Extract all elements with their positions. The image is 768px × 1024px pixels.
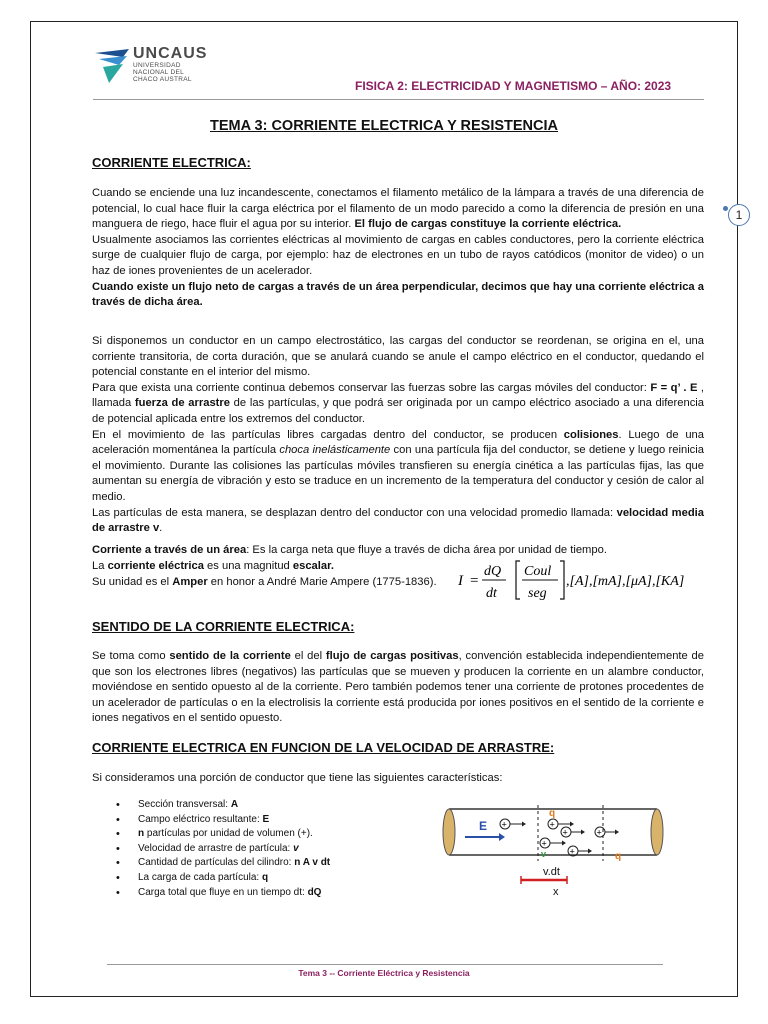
footer-divider — [107, 964, 663, 965]
label-q-bottom: q — [615, 851, 622, 862]
charge-particle — [561, 827, 585, 838]
svg-text:+: + — [549, 819, 555, 830]
paragraph-porcion: Si consideramos una porción de conductor que tiene las siguientes características: — [92, 772, 503, 784]
formula-unit-den: seg — [528, 586, 547, 601]
label-x: x — [553, 886, 559, 898]
text: Se toma como — [92, 650, 170, 662]
text-italic: choca inelásticamente — [279, 444, 391, 457]
formula-num: dQ — [484, 564, 502, 579]
text-bold: colisiones — [563, 428, 619, 441]
list-item: • n partículas por unidad de volumen (+). — [116, 827, 330, 842]
text: de las partículas, y que podrá ser originada por un campo eléctrico asociado a una diferencia de potencial aplicada entre los extremos del conductor. — [92, 397, 705, 425]
text: En el movimiento de las partículas libres cargadas dentro del conductor, se producen — [92, 428, 564, 441]
formula-den: dt — [486, 586, 497, 601]
svg-text:+: + — [596, 827, 602, 838]
text-bold: F = q’ . E — [650, 381, 698, 394]
text-bold: sentido de la corriente — [169, 650, 291, 662]
label-E: E — [479, 819, 488, 833]
text: Si disponemos un conductor en un campo electrostático, las cargas del conductor se reordenan, se origina en el, una corriente transitoria, de corta duración, que se anulará cuando se anule el campo eléctrico en el conductor, quedando el potencial constante en el interior del mismo. — [92, 335, 704, 379]
text: Las partículas de esta manera, se desplazan dentro del conductor con una velocidad promedio llamada: — [92, 506, 617, 519]
list-item: • Campo eléctrico resultante: E — [116, 813, 330, 828]
text: . Luego de una aceleración momentánea la partícula — [92, 428, 704, 457]
label-v: v — [541, 849, 547, 859]
svg-text:+: + — [501, 819, 507, 830]
svg-text:+: + — [541, 838, 547, 849]
logo-name: UNCAUS — [133, 45, 208, 62]
section-heading-sentido: SENTIDO DE LA CORRIENTE ELECTRICA: — [92, 619, 355, 634]
text: con una partícula fija del conductor, se detiene y luego reinicia el movimiento. Durante las colisiones las partículas móviles transfieren su energía cinética a las partículas fijas, las que aumentan su energía de vibración y esto se traduce en un incremento de la temperatura del conductor y cesión de calor al medio. — [92, 444, 704, 503]
charge-particle — [500, 819, 526, 830]
text: Cuando se enciende una luz incandescente, conectamos el filamento metálico de la lámpara a través de una diferencia de potencial, lo cual hace fluir la carga eléctrica por el filamento de un modo parecido a como la diferencia de presión en una manguera de riego, hace fluir el agua por su interior. — [92, 187, 704, 231]
charge-particle — [548, 819, 574, 830]
paragraph-conductor — [92, 334, 704, 537]
section-heading-corriente: CORRIENTE ELECTRICA: — [92, 155, 251, 170]
text-bold: Cuando existe un flujo neto de cargas a través de un área perpendicular, decimos que hay una corriente eléctrica a través de dicha área. — [92, 280, 704, 309]
formula-lhs: I — [458, 573, 463, 589]
text-bold: El flujo de cargas constituye la corriente eléctrica. — [354, 218, 622, 231]
section-heading-velocidad: CORRIENTE ELECTRICA EN FUNCION DE LA VELOCIDAD DE ARRASTRE: — [92, 740, 555, 755]
text: Usualmente asociamos las corrientes eléctricas al movimiento de cargas en cables conductores, pero la corriente eléctrica surge de cualquier flujo de carga, por ejemplo: haz de electrones en un tubo de rayos catódicos (monitor de video) o un haz de iones provenientes de un acelerador. — [92, 233, 704, 277]
formula-unit-num: Coul — [524, 564, 552, 579]
svg-text:+: + — [569, 846, 575, 857]
header-divider — [93, 99, 704, 100]
page-footer: Tema 3 -- Corriente Eléctrica y Resistencia — [298, 968, 470, 978]
text-bold: velocidad media de arrastre v — [92, 506, 704, 535]
formula-units-rest: ,[A],[mA],[μA],[KA] — [566, 574, 685, 589]
text-bold: flujo de cargas positivas — [325, 650, 459, 662]
text-bold: corriente eléctrica — [107, 560, 204, 572]
charge-particle — [595, 827, 619, 838]
list-item: • La carga de cada partícula: q — [116, 871, 330, 886]
list-item: • Cantidad de partículas del cilindro: n A v dt — [116, 856, 330, 871]
text: . — [159, 522, 163, 535]
text: Su unidad es el — [92, 575, 173, 588]
svg-text:+: + — [562, 827, 568, 838]
uncaus-logo — [93, 45, 223, 93]
text: el del — [290, 650, 326, 662]
label-vdt: v.dt — [543, 866, 560, 878]
page-marker-dot — [723, 206, 728, 211]
text: , llamada — [92, 381, 704, 410]
formula-eq: = — [470, 573, 479, 589]
page-title: TEMA 3: CORRIENTE ELECTRICA Y RESISTENCIA — [209, 118, 559, 134]
text: , convención establecida independientemente de que son los electrones libres (negativos) las partículas que se mueven y producen la corriente en un alambre conductor, moviéndose en sentido opuesto al de la corriente. Pero también podemos tener una corriente de protones procedentes de un acelerador de partículas o en la electrolisis la corriente está producida por iones positivos en el sentido de la corriente e iones negativos en el sentido opuesto. — [92, 650, 704, 725]
label-q-top: q — [549, 808, 556, 819]
tube-right-end — [651, 809, 663, 855]
text-bold: Corriente a través de un área — [92, 544, 247, 556]
tube-left-end — [443, 809, 455, 855]
characteristics-list — [116, 798, 330, 900]
text-bold: Amper — [172, 575, 208, 588]
list-item: • Velocidad de arrastre de partícula: v — [116, 842, 330, 857]
logo-subtitle: UNIVERSIDAD NACIONAL DEL CHACO AUSTRAL — [133, 62, 192, 83]
logo-mark-icon — [93, 47, 133, 87]
charge-particle — [540, 838, 566, 849]
text-bold: fuerza de arrastre — [134, 397, 230, 410]
current-formula — [456, 557, 696, 605]
text: La — [92, 560, 108, 572]
text: es una magnitud — [203, 560, 293, 572]
course-header: FISICA 2: ELECTRICIDAD Y MAGNETISMO – AÑO: 2023 — [355, 79, 672, 93]
paragraph-sentido — [92, 649, 704, 727]
text: : Es la carga neta que fluye a través de dicha área por unidad de tiempo. — [246, 544, 607, 556]
conductor-diagram — [435, 797, 675, 899]
text-bold: escalar. — [292, 560, 334, 572]
paragraph-scalar — [92, 559, 442, 590]
list-item: • Sección transversal: A — [116, 798, 330, 813]
text: en honor a André Marie Ampere (1775-1836). — [207, 575, 437, 588]
list-item: • Carga total que fluye en un tiempo dt: dQ — [116, 886, 330, 901]
paragraph-intro — [92, 186, 704, 311]
page-number: 1 — [728, 204, 750, 226]
text: Para que exista una corriente continua debemos conservar las fuerzas sobre las cargas móviles del conductor: — [92, 381, 651, 394]
